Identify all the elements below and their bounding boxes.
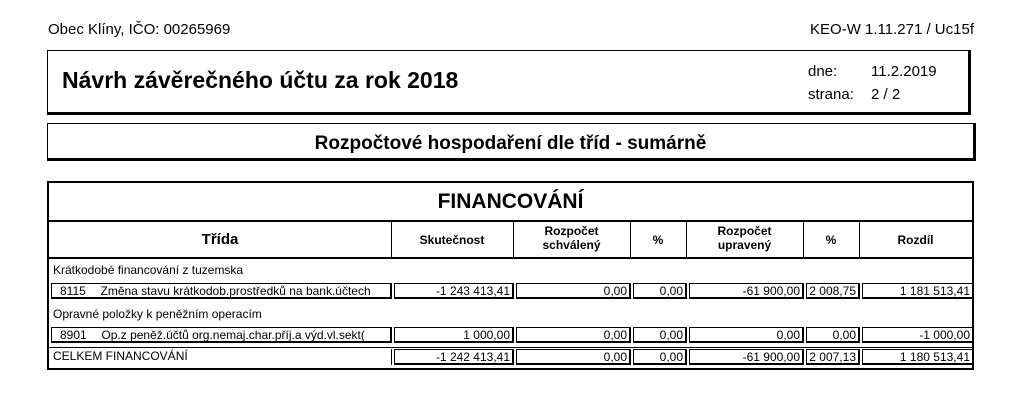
document-title: Návrh závěrečného účtu za rok 2018 bbox=[62, 67, 459, 93]
column-header-skutecnost: Skutečnost bbox=[419, 233, 485, 247]
total-schvaleny: 0,00 bbox=[516, 349, 631, 365]
column-header-percent: % bbox=[652, 233, 664, 247]
row-name: Změna stavu krátkodob.prostředků na bank.účtech bbox=[100, 284, 371, 298]
document-subtitle: Rozpočtové hospodaření dle tříd - sumárně bbox=[314, 133, 707, 154]
column-header-line: schválený bbox=[542, 238, 601, 252]
table-divider bbox=[49, 257, 972, 259]
title-box bbox=[47, 50, 971, 115]
total-skutecnost: -1 242 413,41 bbox=[394, 349, 514, 365]
group-label: Opravné položky k peněžním operacím bbox=[53, 307, 262, 321]
row-account bbox=[51, 327, 392, 343]
cell-schvaleny: 0,00 bbox=[516, 283, 631, 299]
column-header-rozdil: Rozdíl bbox=[897, 233, 934, 247]
total-rozdil: 1 180 513,41 bbox=[862, 349, 974, 365]
column-header-line: Rozpočet bbox=[717, 224, 772, 238]
table-divider bbox=[49, 220, 972, 222]
total-upraveny: -61 900,00 bbox=[689, 349, 804, 365]
cell-percent: 0,00 bbox=[806, 327, 860, 343]
cell-upraveny: -61 900,00 bbox=[689, 283, 804, 299]
cell-rozdil: -1 000,00 bbox=[862, 327, 974, 343]
row-account bbox=[51, 283, 392, 299]
cell-schvaleny: 0,00 bbox=[516, 327, 631, 343]
page-label: strana: bbox=[808, 86, 854, 103]
header-report-code: KEO-W 1.11.271 / Uc15f bbox=[810, 21, 974, 38]
cell-percent: 0,00 bbox=[633, 327, 687, 343]
column-header-rozpocet-upraveny bbox=[686, 224, 803, 252]
cell-skutecnost: -1 243 413,41 bbox=[394, 283, 514, 299]
row-name: Op.z peněž.účtů org.nemaj.char.příj.a výd.vl.sekt( bbox=[101, 328, 365, 342]
column-header-trida: Třída bbox=[201, 231, 239, 248]
subtitle-box bbox=[47, 123, 976, 161]
date-label: dne: bbox=[808, 63, 838, 80]
cell-rozdil: 1 181 513,41 bbox=[862, 283, 974, 299]
column-header-line: Rozpočet bbox=[544, 224, 599, 238]
total-label: CELKEM FINANCOVÁNÍ bbox=[49, 349, 392, 365]
header-organization: Obec Klíny, IČO: 00265969 bbox=[48, 21, 231, 38]
total-percent: 0,00 bbox=[633, 349, 687, 365]
total-percent: 2 007,13 bbox=[806, 349, 860, 365]
date-value: 11.2.2019 bbox=[871, 63, 937, 80]
table-divider bbox=[49, 347, 972, 348]
row-code: 8901 bbox=[60, 328, 87, 342]
cell-percent: 0,00 bbox=[633, 283, 687, 299]
section-title: FINANCOVÁNÍ bbox=[437, 190, 584, 213]
column-header-percent: % bbox=[825, 233, 837, 247]
column-header-line: upravený bbox=[717, 238, 772, 252]
cell-upraveny: 0,00 bbox=[689, 327, 804, 343]
column-header-rozpocet-schvaleny bbox=[513, 224, 630, 252]
row-code: 8115 bbox=[60, 284, 86, 298]
cell-skutecnost: 1 000,00 bbox=[394, 327, 514, 343]
cell-percent: 2 008,75 bbox=[806, 283, 860, 299]
group-label: Krátkodobé financování z tuzemska bbox=[53, 263, 244, 277]
page-number: 2 / 2 bbox=[871, 86, 901, 103]
financing-table bbox=[47, 181, 974, 370]
